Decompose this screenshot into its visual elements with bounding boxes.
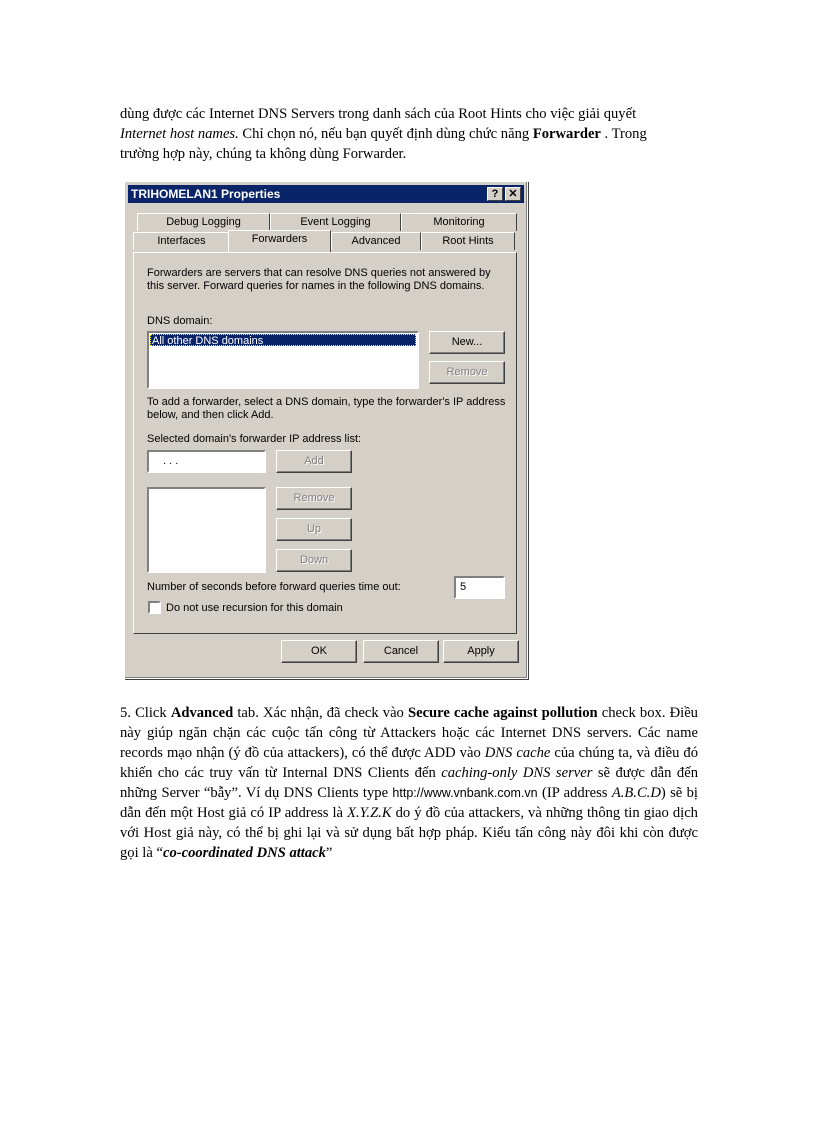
step-5-text-1: 5. Click [120,705,171,721]
help-button[interactable]: ? [487,187,503,201]
intro-term-host-names: Internet host names. [120,126,239,142]
step-5-text-3: check box. Điều này giúp ngăn chặn các cuộc tấn công từ Attackers hoặc các Internet DNS servers. Các name records mạo nhận (ý đồ của attackers), có thể được ADD vào [120,705,698,761]
apply-button[interactable]: Apply [443,640,519,663]
step-5-text-8: do ý đồ của attackers, và những thông tin giao dịch với Host giả này, có thể bị ghi lại và sử dụng bất hợp pháp. Kiểu tấn công này đôi khi còn được gọi là “ [120,805,698,861]
dns-domain-item-selected[interactable]: All other DNS domains [150,334,416,346]
step-5-advanced: Advanced [170,705,234,721]
step-5-secure-cache: Secure cache against pollution [407,705,598,721]
dns-domain-label: DNS domain: [147,315,213,327]
dns-domain-list[interactable] [147,331,419,389]
move-up-button[interactable]: Up [276,518,352,541]
tab-debug-logging[interactable]: Debug Logging [137,213,270,231]
move-down-button[interactable]: Down [276,549,352,572]
intro-paragraph [120,104,698,164]
step-5-dns-cache: DNS cache [484,745,551,761]
step-5-text-7: ) sẽ bị dẫn đến một Host giả có IP address là [120,785,698,821]
forwarders-panel [133,252,517,634]
intro-line-1: dùng được các Internet DNS Servers trong danh sách của Root Hints cho việc giải quyết [120,106,637,122]
step-5-text-6: (IP address [537,785,612,801]
close-button[interactable] [505,187,521,201]
step-5-ip-xyzk: X.Y.Z.K [347,805,392,821]
intro-line-2-text: Chỉ chọn nó, nếu bạn quyết định dùng chức năng [238,126,533,142]
properties-dialog [124,181,528,679]
step-5-text-4: của chúng ta, và điều đó khiến cho các truy vấn từ Internal DNS Clients đến [120,745,698,781]
recursion-label: Do not use recursion for this domain [166,602,343,614]
tab-root-hints[interactable]: Root Hints [421,232,515,250]
tab-event-logging[interactable]: Event Logging [270,213,401,231]
forwarders-description: Forwarders are servers that can resolve DNS queries not answered by this server. Forward queries for names in the following DNS domains. [147,267,491,292]
step-5-paragraph [120,703,698,863]
remove-ip-button[interactable]: Remove [276,487,352,510]
tab-forwarders[interactable]: Forwarders [228,230,331,252]
add-forwarder-help: To add a forwarder, select a DNS domain, type the forwarder's IP address below, and then click Add. [147,396,506,421]
new-domain-button[interactable]: New... [429,331,505,354]
add-ip-button[interactable]: Add [276,450,352,473]
step-5-text-2: tab. Xác nhận, đã check vào [233,705,408,721]
step-5-text-9: ” [325,845,333,861]
tab-monitoring[interactable]: Monitoring [401,213,517,231]
ok-button[interactable]: OK [281,640,357,663]
step-5-caching-only: caching-only DNS server [441,765,593,781]
intro-line-2-end: . Trong [600,126,647,142]
close-icon: ✕ [508,188,518,200]
step-5-ip-abcd: A.B.C.D [611,785,661,801]
intro-line-3: trường hợp này, chúng ta không dùng Forwarder. [120,146,407,162]
cancel-button[interactable]: Cancel [363,640,439,663]
ip-list-label: Selected domain's forwarder IP address list: [147,433,362,445]
step-5-attack-name: co-coordinated DNS attack [162,845,326,861]
remove-domain-button[interactable]: Remove [429,361,505,384]
recursion-checkbox[interactable] [148,601,161,614]
dialog-titlebar [128,185,524,203]
step-5-url: http://www.vnbank.com.vn [392,786,538,800]
tab-interfaces[interactable]: Interfaces [133,232,230,250]
ip-address-list[interactable] [147,487,266,573]
tab-advanced[interactable]: Advanced [331,232,421,250]
dialog-title: TRIHOMELAN1 Properties [131,187,281,201]
intro-term-forwarder: Forwarder [532,126,601,142]
timeout-input[interactable]: 5 [454,576,505,599]
timeout-label: Number of seconds before forward queries time out: [147,581,401,593]
ip-address-input[interactable]: . . . [147,450,266,473]
step-5-text-5: sẽ được dẫn đến những Server “bẫy”. Ví dụ DNS Clients type [120,765,698,801]
